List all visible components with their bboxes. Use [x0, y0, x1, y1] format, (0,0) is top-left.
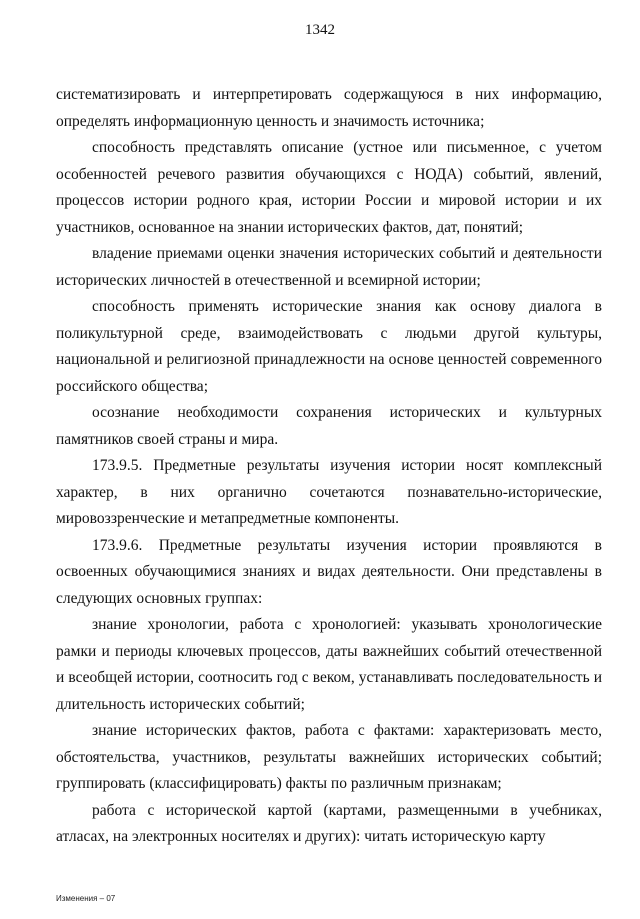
section-paragraph-173-9-6: 173.9.6. Предметные результаты изучения истории проявляются в освоенных обучающимися знаниях и видах деятельности. Они представлены в следующих основных группах: [56, 536, 602, 607]
paragraph: способность представлять описание (устное или письменное, с учетом особенностей речевого развития обучающихся с НОДА) событий, явлений, процессов истории родного края, истории России и мировой истории и их участников, основанное на знании исторических фактов, дат, понятий; [56, 139, 602, 236]
paragraph: осознание необходимости сохранения исторических и культурных памятников своей страны и мира. [56, 404, 602, 448]
footer-revision-note: Изменения – 07 [56, 894, 116, 903]
section-paragraph-173-9-5: 173.9.5. Предметные результаты изучения истории носят комплексный характер, в них органично сочетаются познавательно-исторические, мировоззренческие и метапредметные компоненты. [56, 457, 602, 527]
paragraph: знание хронологии, работа с хронологией: указывать хронологические рамки и периоды ключевых процессов, даты важнейших событий отечественной и всеобщей истории, соотносить год с веком, устанавливать последовательность и длительность исторических событий; [56, 616, 602, 713]
page-number: 1342 [305, 22, 335, 38]
paragraph: владение приемами оценки значения исторических событий и деятельности исторических личностей в отечественной и всемирной истории; [56, 245, 602, 289]
paragraph: знание исторических фактов, работа с фактами: характеризовать место, обстоятельства, участников, результаты важнейших исторических событий; группировать (классифицировать) факты по различным признакам; [56, 722, 602, 792]
paragraph-continuation: систематизировать и интерпретировать содержащуюся в них информацию, определять информационную ценность и значимость источника; [56, 86, 602, 130]
paragraph: способность применять исторические знания как основу диалога в поликультурной среде, взаимодействовать с людьми другой культуры, национальной и религиозной принадлежности на основе ценностей современного российского общества; [56, 298, 602, 395]
paragraph: работа с исторической картой (картами, размещенными в учебниках, атласах, на электронных носителях и других): читать историческую карту [56, 801, 602, 845]
body-text [56, 82, 602, 851]
